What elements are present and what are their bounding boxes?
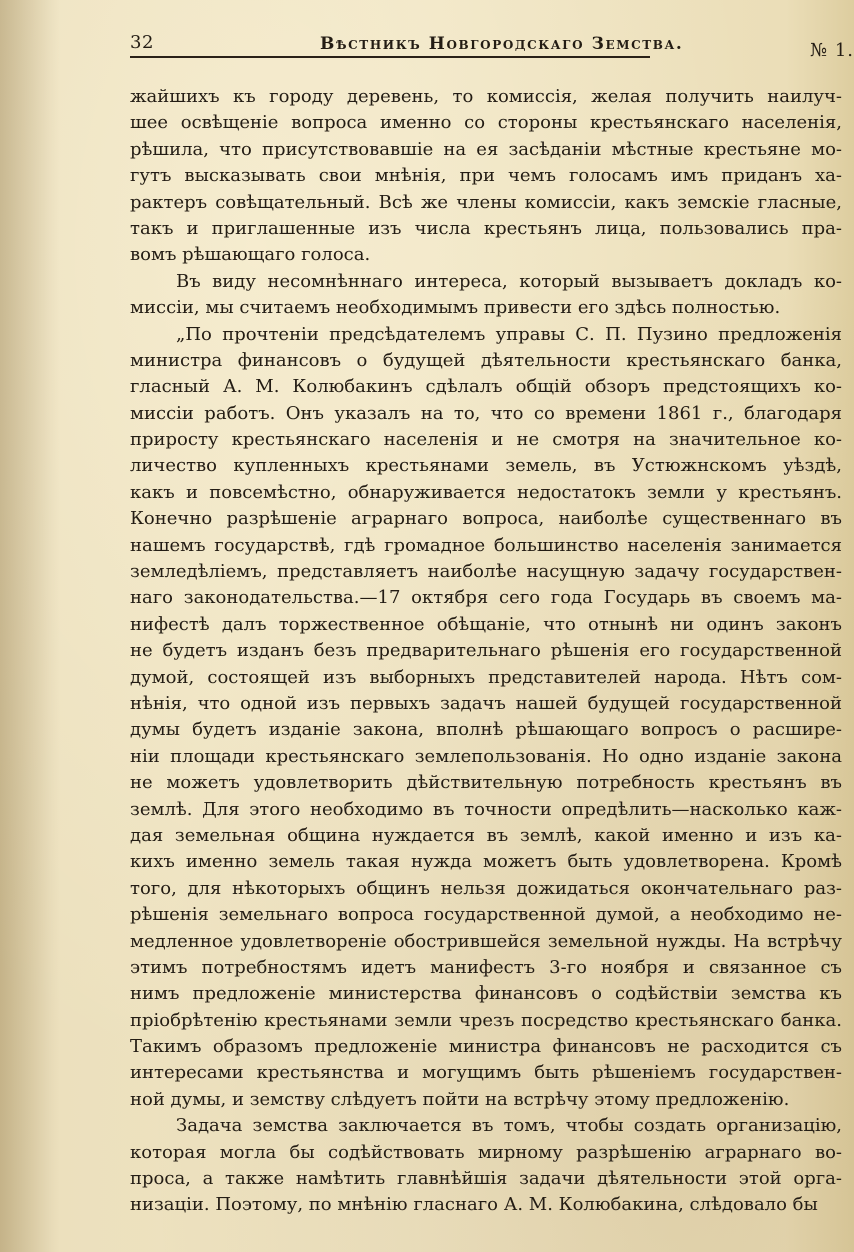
- paragraph: [130, 269, 842, 322]
- text-line: думой, состоящей изъ выборныхъ представителей народа. Нѣтъ сом-: [130, 666, 842, 688]
- text-line: Конечно разрѣшеніе аграрнаго вопроса, наиболѣе существеннаго въ: [130, 508, 842, 530]
- paragraph: [130, 322, 842, 1114]
- text-line: нимъ предложеніе министерства финансовъ о содѣйствіи земства къ: [130, 983, 842, 1005]
- text-line: нашемъ государствѣ, гдѣ громадное большинство населенія занимается: [130, 534, 842, 556]
- text-line: рактеръ совѣщательный. Всѣ же члены комиссіи, какъ земскіе гласные,: [130, 191, 842, 213]
- header-rule: [130, 56, 650, 58]
- body-text: [130, 84, 842, 1219]
- running-header: [130, 32, 854, 66]
- text-line: вомъ рѣшающаго голоса.: [130, 244, 371, 266]
- text-line: ной думы, и земству слѣдуетъ пойти на встрѣчу этому предложенію.: [130, 1088, 790, 1110]
- text-line: кихъ именно земель такая нужда можетъ быть удовлетворена. Кромѣ: [130, 851, 842, 873]
- paragraph: [130, 84, 842, 269]
- text-line: ніи площади крестьянскаго землепользованія. Но одно изданіе закона: [130, 745, 842, 767]
- text-line: шее освѣщеніе вопроса именно со стороны крестьянскаго населенія,: [130, 112, 842, 134]
- journal-title: Вѣстникъ Новгородскаго Земства.: [320, 34, 684, 54]
- text-line: гутъ высказывать свои мнѣнія, при чемъ голосамъ имъ приданъ ха-: [130, 165, 842, 187]
- text-line: дая земельная община нуждается въ землѣ, какой именно и изъ ка-: [130, 824, 842, 846]
- text-line: медленное удовлетвореніе обострившейся земельной нужды. На встрѣчу: [130, 930, 842, 952]
- paragraph: [130, 1113, 842, 1219]
- text-line: жайшихъ къ городу деревень, то комиссія, желая получить наилуч-: [130, 86, 842, 107]
- text-line: Задача земства заключается въ томъ, чтобы создать организацію,: [176, 1115, 842, 1137]
- text-line: приросту крестьянскаго населенія и не смотря на значительное ко-: [130, 429, 842, 451]
- text-line: личество купленныхъ крестьянами земель, въ Устюжнскомъ уѣздѣ,: [130, 455, 842, 477]
- text-line: того, для нѣкоторыхъ общинъ нельзя дожидаться окончательнаго раз-: [130, 877, 842, 899]
- text-line: миссіи работъ. Онъ указалъ на то, что со времени 1861 г., благодаря: [130, 402, 842, 424]
- text-line: пріобрѣтенію крестьянами земли чрезъ посредство крестьянскаго банка.: [130, 1009, 842, 1031]
- text-line: земледѣліемъ, представляетъ наиболѣе насущную задачу государствен-: [130, 561, 842, 583]
- text-line: какъ и повсемѣстно, обнаруживается недостатокъ земли у крестьянъ.: [130, 481, 842, 503]
- text-line: не можетъ удовлетворить дѣйствительную потребность крестьянъ въ: [130, 772, 842, 794]
- text-line: не будетъ изданъ безъ предварительнаго рѣшенія его государственной: [130, 640, 842, 662]
- binding-shadow: [0, 0, 60, 1252]
- issue-number: № 1.: [810, 40, 854, 61]
- text-line: Такимъ образомъ предложеніе министра финансовъ не расходится съ: [130, 1036, 842, 1058]
- text-line: рѣшенія земельнаго вопроса государственной думой, а необходимо не-: [130, 904, 842, 926]
- page-number: 32: [130, 32, 154, 53]
- text-line: рѣшила, что присутствовавшіе на ея засѣданіи мѣстные крестьяне мо-: [130, 138, 842, 160]
- text-line: этимъ потребностямъ идетъ манифестъ 3-го ноября и связанное съ: [130, 956, 842, 978]
- text-line: думы будетъ изданіе закона, вполнѣ рѣшающаго вопросъ о расшире-: [130, 719, 842, 741]
- text-line: „По прочтеніи предсѣдателемъ управы С. П. Пузино предложенія: [176, 323, 842, 345]
- text-line: низаціи. Поэтому, по мнѣнію гласнаго А. М. Колюбакина, слѣдовало бы: [130, 1194, 818, 1216]
- text-line: министра финансовъ о будущей дѣятельности крестьянскаго банка,: [130, 349, 842, 371]
- text-line: землѣ. Для этого необходимо въ точности опредѣлить—насколько каж-: [130, 798, 842, 820]
- text-line: миссіи, мы считаемъ необходимымъ привести его здѣсь полностью.: [130, 297, 781, 319]
- text-line: проса, а также намѣтить главнѣйшія задачи дѣятельности этой орга-: [130, 1168, 842, 1190]
- text-line: наго законодательства.—17 октября сего года Государь въ своемъ ма-: [130, 587, 842, 609]
- text-line: Въ виду несомнѣннаго интереса, который вызываетъ докладъ ко-: [176, 270, 842, 292]
- text-line: интересами крестьянства и могущимъ быть рѣшеніемъ государствен-: [130, 1062, 842, 1084]
- text-line: нифестѣ далъ торжественное обѣщаніе, что отнынѣ ни одинъ законъ: [130, 613, 842, 635]
- text-line: гласный А. М. Колюбакинъ сдѣлалъ общій обзоръ предстоящихъ ко-: [130, 376, 842, 398]
- text-line: нѣнія, что одной изъ первыхъ задачъ нашей будущей государственной: [130, 692, 842, 714]
- text-line: такъ и приглашенные изъ числа крестьянъ лица, пользовались пра-: [130, 217, 842, 239]
- text-line: которая могла бы содѣйствовать мирному разрѣшенію аграрнаго во-: [130, 1141, 842, 1163]
